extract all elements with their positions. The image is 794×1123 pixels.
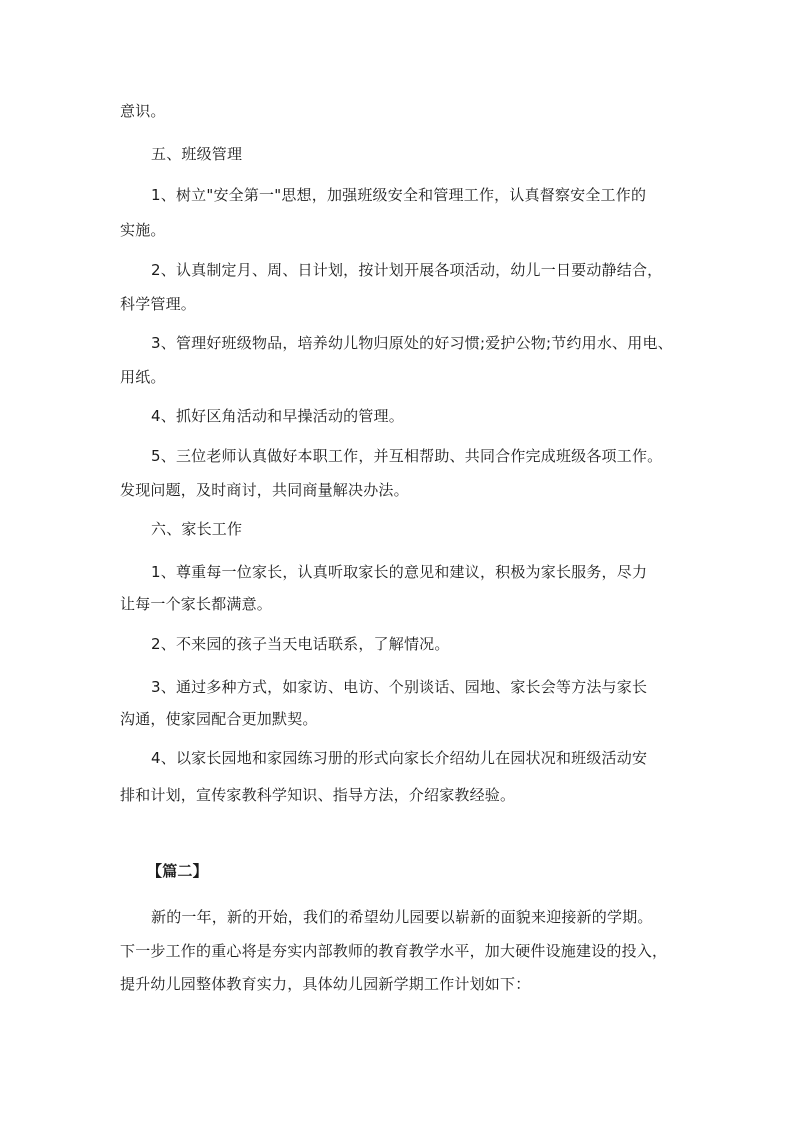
paragraph-line: 1、尊重每一位家长，认真听取家长的意见和建议，积极为家长服务，尽力 (151, 563, 648, 581)
paragraph-line: 5、三位老师认真做好本职工作，并互相帮助、共同合作完成班级各项工作。 (151, 447, 663, 465)
paragraph-line: 新的一年，新的开始，我们的希望幼儿园要以崭新的面貌来迎接新的学期。 (151, 908, 653, 926)
paragraph-line: 2、认真制定月、周、日计划，按计划开展各项活动，幼儿一日要动静结合， (151, 261, 663, 279)
paragraph-line: 2、不来园的孩子当天电话联系，了解情况。 (151, 635, 450, 653)
paragraph-line: 让每一个家长都满意。 (120, 595, 273, 613)
paragraph-line: 3、通过多种方式，如家访、电访、个别谈话、园地、家长会等方法与家长 (151, 678, 648, 696)
paragraph-line: 提升幼儿园整体教育实力，具体幼儿园新学期工作计划如下： (120, 975, 531, 993)
paragraph-line: 发现问题，及时商讨，共同商量解决办法。 (120, 481, 409, 499)
section-title-part-two: 【篇二】 (147, 862, 208, 880)
paragraph-line: 沟通，使家园配合更加默契。 (120, 710, 318, 728)
paragraph-line: 4、以家长园地和家园练习册的形式向家长介绍幼儿在园状况和班级活动安 (151, 749, 648, 767)
paragraph-line: 1、树立"安全第一"思想，加强班级安全和管理工作，认真督察安全工作的 (151, 186, 647, 204)
paragraph-line: 用纸。 (120, 368, 166, 386)
paragraph-line: 意识。 (120, 102, 166, 120)
paragraph-line: 实施。 (120, 221, 166, 239)
section-heading-class-management: 五、班级管理 (151, 145, 243, 163)
paragraph-line: 科学管理。 (120, 295, 197, 313)
paragraph-line: 4、抓好区角活动和早操活动的管理。 (151, 407, 404, 425)
paragraph-line: 排和计划，宣传家教科学知识、指导方法，介绍家教经验。 (120, 786, 516, 804)
paragraph-line: 下一步工作的重心将是夯实内部教师的教育教学水平，加大硬件设施建设的投入， (120, 942, 668, 960)
paragraph-line: 3、管理好班级物品，培养幼儿物归原处的好习惯;爱护公物;节约用水、用电、 (151, 334, 673, 352)
section-heading-parent-work: 六、家长工作 (151, 520, 243, 538)
